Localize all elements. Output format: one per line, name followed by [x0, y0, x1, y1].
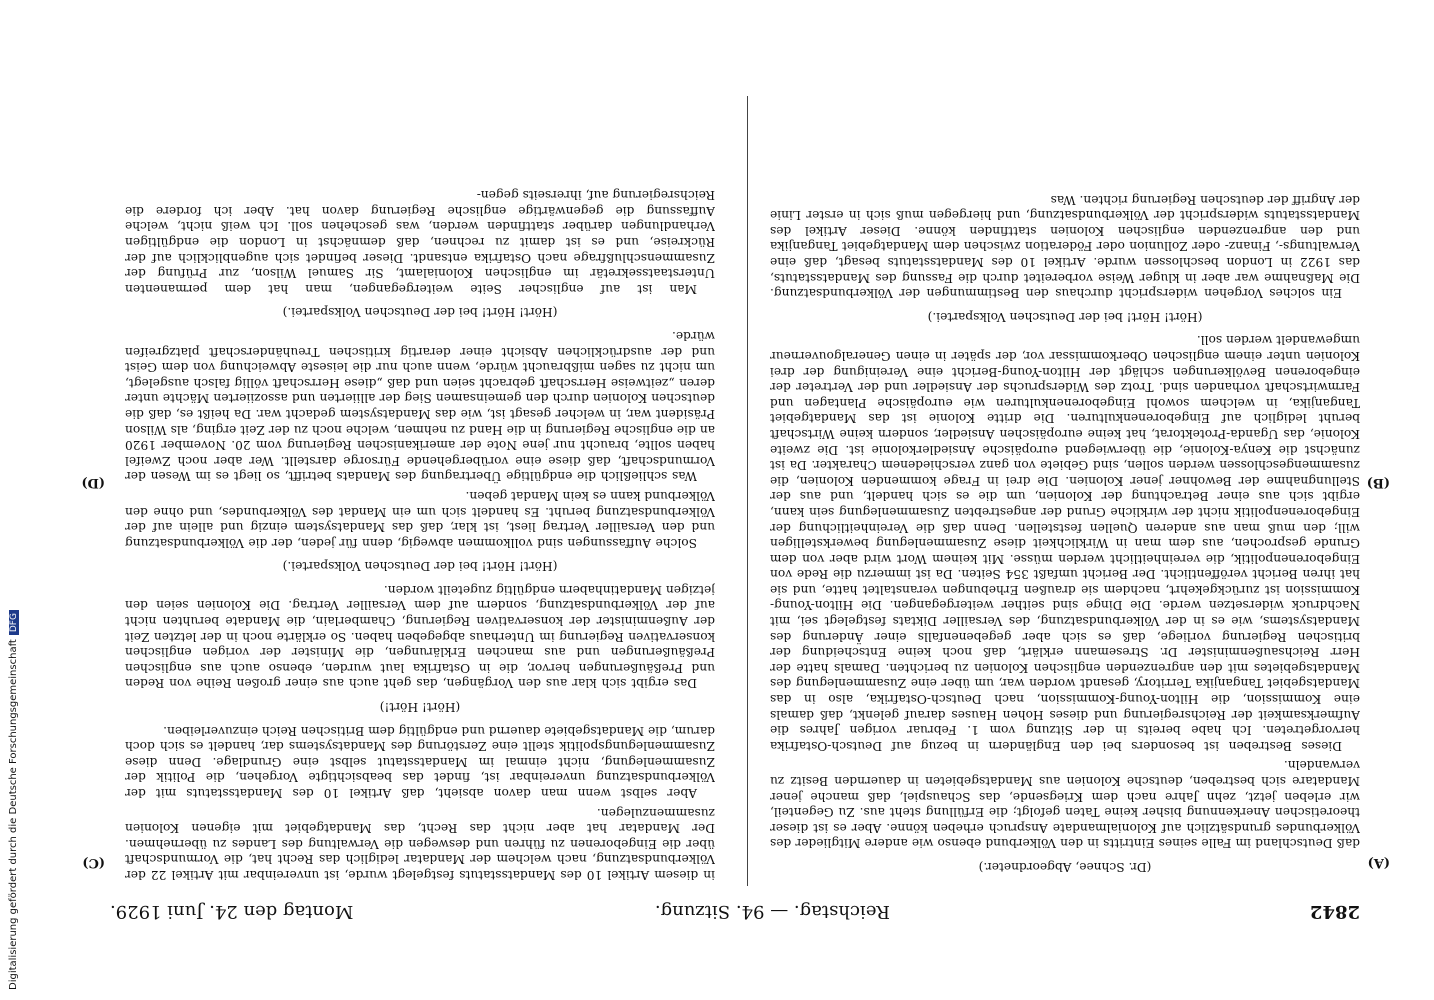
session-title: Reichstag. — 94. Sitzung.	[654, 901, 890, 922]
dfg-logo: DFG	[9, 610, 19, 635]
left-column	[770, 92, 1360, 882]
paragraph: daß Deutschland im Falle seines Eintritts in den Völkerbund ebenso wie andere Mitglieder des Völkerbundes grundsätzlich auf Kolonialmandate Anspruch erheben könne. Aber es ist dieser theoretischen Anerkennung bisher keine Taten gefolgt; die Erfüllung steht aus. Zu Gegenteil, wir erleben jetzt, zehn Jahre nach dem Kriegsende, das Schauspiel, daß manche jener Mandatare sich bestreben, deutsche Kolonien aus Mandatsgebieten in dauernden Besitz zu verwandeln.	[770, 758, 1360, 851]
speaker-line: (Dr. Schnee, Abgeordneter.)	[978, 860, 1152, 874]
paragraph: Ein solches Vorgehen widerspricht durchaus den Bestimmungen der Völkerbundsatzung. Die Maßnahme war aber in kluger Weise vorbereitet durch die Fassung des Mandatsstatuts, das 1922 in London beschlossen wurde. Artikel 10 des Mandatsstatuts besagt, daß eine Verwaltungs-, Finanz- oder Zollunion oder Föderation zwischen dem Mandatgebiet Tanganjika und den angrenzenden englischen Kolonien stattfinden könne. Dieser Artikel des Mandatsstatuts widerspricht der Völkerbundsatzung, und hiergegen muß sich in erster Linie der Angriff der deutschen Regierung richten. Was	[770, 192, 1360, 301]
margin-marker-b: (B)	[1366, 475, 1390, 490]
right-column	[125, 92, 715, 882]
rotated-print-area	[81, 90, 1390, 930]
interjection: (Hört! Hört! bei der Deutschen Volkspartei.)	[927, 309, 1203, 324]
paragraph: in diesem Artikel 10 des Mandatsstatuts festgelegt wurde, ist unvereinbar mit Artikel 22 der Völkerbundsatzung, nach welchem der Mandatar lediglich das Recht hat, die Vormundschaft über die Eingeborenen zu führen und deswegen die Verwaltung des Landes zu übernehmen. Der Mandatar hat aber nicht das Recht, das Mandatgebiet mit eigenen Kolonien zusammenzulegen.	[125, 805, 715, 882]
column-divider	[747, 96, 748, 886]
margin-marker-c: (C)	[82, 855, 105, 870]
interjection: (Hört! Hört!)	[379, 700, 461, 715]
interjection: (Hört! Hört! bei der Deutschen Volkspartei.)	[282, 305, 558, 320]
margin-marker-a: (A)	[1367, 855, 1390, 870]
interjection: (Hört! Hört! bei der Deutschen Volkspartei.)	[282, 559, 558, 574]
page-number: 2842	[1309, 901, 1360, 922]
paragraph: Solche Auffassungen sind vollkommen abwegig, denn für jeden, der die Völkerbundsatzung und den Versailler Vertrag liest, ist klar, daß das Mandatsystem einzig und allein auf der Völkerbundsatzung beruht. Es handelt sich um ein Mandat des Völkerbundes, und ohne den Völkerbund kann es kein Mandat geben.	[125, 488, 715, 550]
paragraph: Was schließlich die endgültige Übertragung des Mandats betrifft, so liegt es im Wesen der Vormundschaft, daß diese eine vorübergehende Fürsorge darstellt. Wer aber noch Zweifel haben sollte, braucht nur jene Note der amerikanischen Regierung vom 20. November 1920 an die englische Regierung in die Hand zu nehmen, welche noch zu der Zeit erging, als Wilson Präsident war, in welcher gesagt ist, wie das Mandatsystem gedacht war. Da heißt es, daß die deutschen Kolonien durch den gemeinsamen Sieg der alliierten und assoziierten Mächte unter deren „zeitweise Herrschaft gebracht seien und daß „diese Herrschaft völlig falsch ausgelegt, um nicht zu sagen mißbraucht würde, wenn auch nur die leiseste Abweichung von dem Geist und der ausdrücklichen Absicht einer derartig kritischen Treuhänderschaft platzgreifen würde.	[125, 329, 715, 484]
margin-marker-d: (D)	[81, 475, 105, 490]
paragraph: Man ist auf englischer Seite weitergegangen, man hat dem permanenten Unterstaatssekretär im englischen Kolonialamt, Sir Samuel Wilson, zur Prüfung der Zusammenschlußfrage nach Ostafrika entsandt. Dieser befindet sich augenblicklich auf der Rückreise, und es ist damit zu rechnen, daß demnächst in London die endgültigen Verhandlungen darüber stattfinden werden, was geschehen soll. Ich weiß nicht, welche Auffassung die gegenwärtige englische Regierung davon hat. Aber ich fordere die Reichsregierung auf, ihrerseits gegen-	[125, 188, 715, 296]
session-date: Montag den 24. Juni 1929.	[110, 901, 354, 922]
paragraph: Das ergibt sich klar aus den Vorgängen, das geht auch aus einer großen Reihe von Reden und Preßäußerungen hervor, die in Ostafrika laut wurden, ebenso auch aus englischen Preßäußerungen und aus manchen Erklärungen, die Minister der vorigen englischen konservativen Regierung im Unterhaus abgegeben haben. So erklärte noch in der letzten Zeit der Außenminister der konservativen Regierung, Chamberlain, die Mandate beruhten nicht auf der Völkerbundsatzung, sondern auf dem Versailler Vertrag. Die Kolonien seien den jetzigen Mandatinhabern endgültig zugeteilt worden.	[125, 582, 715, 691]
digitization-credit	[8, 610, 19, 990]
credit-text: Digitalisierung gefördert durch die Deutsche Forschungsgemeinschaft	[8, 639, 19, 990]
paragraph: Dieses Bestreben ist besonders bei den Engländern in bezug auf Deutsch-Ostafrika hervorgetreten. Ich habe bereits in der Sitzung vom 1. Februar vorigen Jahres die Aufmerksamkeit der Reichsregierung und dieses Hohen Hauses darauf gelenkt, daß damals eine Kommission, die Hilton-Young-Kommission, nach Deutsch-Ostafrika, also in das Mandatsgebiet Tanganjika Territory, gesandt worden war, um über eine Zusammenlegung des Mandatsgebietes mit den angrenzenden englischen Kolonien zu berichten. Damals hatte der Herr Reichsaußenminister Dr. Stresemann erklärt, daß noch keine Entscheidung der britischen Regierung vorliege, daß es sich aber gegebenenfalls einer Änderung des Mandatsystems, wie es in der Völkerbundsatzung, des Versailler Diktats festgelegt sei, mit Nachdruck widersetzen werde. Die Dinge sind seither weitergegangen. Die Hilton-Young-Kommission ist zurückgekehrt, nachdem sie draußen Erhebungen veranstaltet hatte, und sie hat ihren Bericht veröffentlicht. Der Bericht umfaßt 354 Seiten. Da ist immerzu die Rede von Eingeborenenpolitik, die vereinheitlicht werden müsse. Mit keinem Wort wird aber von dem Grunde gesprochen, aus dem man in Wirklichkeit diese Zusammenlegung bewerkstelligen will; den muß man aus anderen Quellen feststellen. Denn daß die Vereinheitlichung der Eingeborenenpolitik nicht der wirkliche Grund der angestrebten Zusammenlegung sein kann, ergibt sich aus einer Betrachtung der Kolonien, um die es sich handelt, und aus der Stellungnahme der Bewohner jener Kolonien. Die drei in Frage kommenden Kolonien, die zusammengeschlossen werden sollen, sind Gebiete von ganz verschiedenem Charakter. Da ist zunächst die Kenya-Kolonie, die überwiegend europäische Ansiedlerkolonie ist. Die zweite Kolonie, das Uganda-Protektorat, hat keine europäischen Ansiedler, sondern keine Wirtschaft beruht lediglich auf Eingeborenenkulturen. Die dritte Kolonie ist das Mandatgebiet Tanganjika, in welchem sowohl Eingeborenenkulturen wie europäische Plantagen und Farmwirtschaft vorhanden sind. Trotz des Widerspruchs der Ansiedler und der Vertreter der eingeborenen Bevölkerungen schlägt der Hilton-Young-Bericht eine Vereinigung der drei Kolonien unter einem englischen Oberkommissar vor, der später in einen Generalgouverneur umgewandelt werden soll.	[770, 333, 1360, 753]
paragraph: Aber selbst wenn man davon absieht, daß Artikel 10 des Mandatsstatuts mit der Völkerbundsatzung unvereinbar ist, findet das beabsichtigte Vorgehen, die Politik der Zusammenlegung, nicht einmal im Mandatsstatut selbst eine Grundlage. Denn diese Zusammenlegungspolitik stellt eine Zerstörung des Mandatsystems dar, handelt es sich doch darum, die Mandatsgebiete dauernd und endgültig dem Britischen Reich einzuverleiben.	[125, 723, 715, 801]
page-header	[110, 890, 1360, 930]
